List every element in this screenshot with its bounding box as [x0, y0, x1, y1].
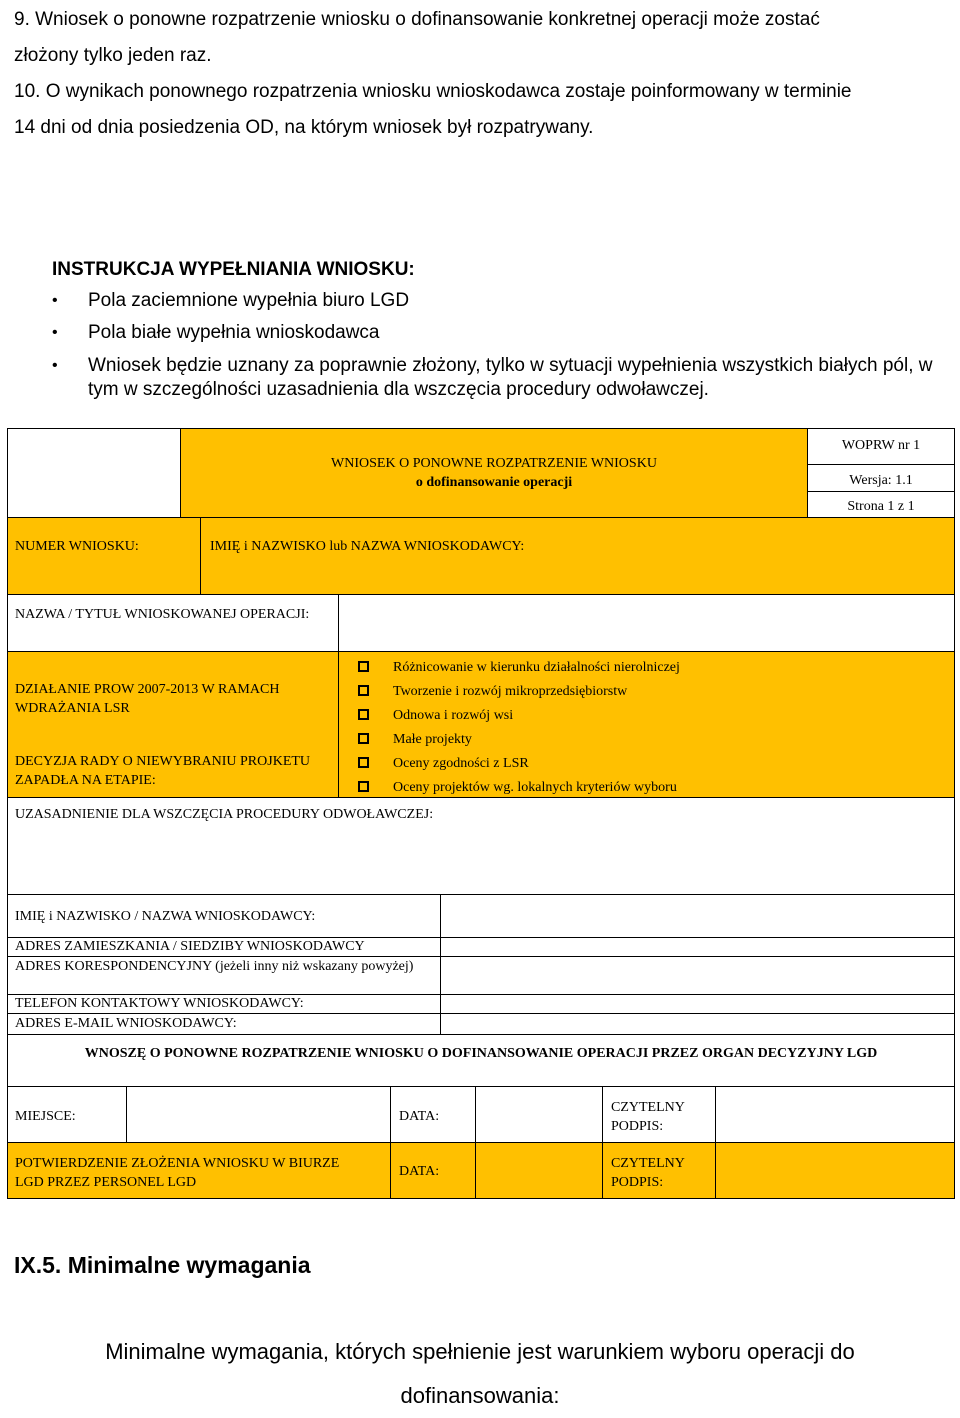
adres-kor-label: ADRES KORESPONDENCYJNY (jeżeli inny niż wskazany powyżej)	[15, 959, 414, 974]
request-text: WNOSZĘ O PONOWNE ROZPATRZENIE WNIOSKU O DOFINANSOWANIE OPERACJI PRZEZ ORGAN DECYZYJNY LGD	[84, 1046, 878, 1061]
miejsce-label: MIEJSCE:	[15, 1109, 76, 1124]
nazwa-operacji-input[interactable]	[338, 594, 955, 652]
page-cell	[807, 491, 955, 518]
email-label-cell	[7, 1013, 441, 1035]
podpis-label: CZYTELNY PODPIS:	[611, 1100, 685, 1134]
checkbox-item[interactable]: Tworzenie i rozwój mikroprzedsiębiorstw	[358, 680, 948, 704]
checkbox-item[interactable]: Różnicowanie w kierunku działalności nierolniczej	[358, 656, 948, 680]
data-label: DATA:	[399, 1109, 440, 1124]
instructions-title: INSTRUKCJA WYPEŁNIANIA WNIOSKU:	[52, 259, 415, 280]
checkbox-icon[interactable]	[358, 685, 369, 696]
adres-kor-label-cell	[7, 956, 441, 995]
checkbox-icon[interactable]	[358, 709, 369, 720]
data-label-cell	[390, 1086, 476, 1143]
imie2-label-cell	[7, 894, 441, 938]
miejsce-label-cell	[7, 1086, 127, 1143]
adres-label: ADRES ZAMIESZKANIA / SIEDZIBY WNIOSKODAWCY	[15, 939, 365, 954]
podpis2-input[interactable]	[715, 1142, 955, 1199]
doc-code-cell	[807, 428, 955, 465]
nazwa-operacji-label: NAZWA / TYTUŁ WNIOSKOWANEJ OPERACJI:	[15, 607, 310, 622]
checkbox-icon[interactable]	[358, 781, 369, 792]
decyzja-label: DECYZJA RADY O NIEWYBRANIU PROJKETU ZAPADŁA NA ETAPIE:	[15, 754, 311, 788]
telefon-label-cell	[7, 994, 441, 1014]
section-heading: IX.5. Minimalne wymagania	[14, 1252, 311, 1278]
form-title: WNIOSEK O PONOWNE ROZPATRZENIE WNIOSKU	[331, 456, 657, 471]
intro-item-9: 9. Wniosek o ponowne rozpatrzenie wniosku o dofinansowanie konkretnej operacji może zostać	[14, 9, 820, 30]
header-blank-cell	[7, 428, 181, 518]
imie2-input[interactable]	[440, 894, 955, 938]
checkbox-item[interactable]: Oceny zgodności z LSR	[358, 752, 948, 776]
adres-input[interactable]	[440, 937, 955, 957]
version: Wersja: 1.1	[849, 473, 913, 488]
data2-label-cell	[390, 1142, 476, 1199]
email-input[interactable]	[440, 1013, 955, 1035]
section-paragraph: Minimalne wymagania, których spełnienie jest warunkiem wyboru operacji do dofinansowania:	[105, 1339, 855, 1408]
checkbox-item[interactable]: Odnowa i rozwój wsi	[358, 704, 948, 728]
podpis-label-cell	[602, 1086, 716, 1143]
telefon-input[interactable]	[440, 994, 955, 1014]
imie2-label: IMIĘ i NAZWISKO / NAZWA WNIOSKODAWCY:	[15, 909, 316, 924]
checkbox-icon[interactable]	[358, 757, 369, 768]
instruction-item: • Wniosek będzie uznany za poprawnie złożony, tylko w sytuacji wypełnienia wszystkich białych pól, w tym w szczególności uzasadnienia dla wszczęcia procedury odwoławczej.	[52, 354, 947, 402]
page-number: Strona 1 z 1	[847, 499, 915, 514]
version-cell	[807, 464, 955, 492]
data2-input[interactable]	[475, 1142, 603, 1199]
uzasadnienie-label: UZASADNIENIE DLA WSZCZĘCIA PROCEDURY ODWOŁAWCZEJ:	[15, 807, 434, 822]
miejsce-input[interactable]	[126, 1086, 391, 1143]
instruction-item: • Pola zaciemnione wypełnia biuro LGD	[52, 290, 947, 312]
telefon-label: TELEFON KONTAKTOWY WNIOSKODAWCY:	[15, 996, 304, 1011]
intro-item-9-cont: złożony tylko jeden raz.	[14, 45, 212, 66]
podpis2-label: CZYTELNY PODPIS:	[611, 1156, 685, 1190]
potwierdzenie-label: POTWIERDZENIE ZŁOŻENIA WNIOSKU W BIURZE LGD PRZEZ PERSONEL LGD	[15, 1156, 340, 1190]
numer-wniosku-label: NUMER WNIOSKU:	[15, 539, 139, 554]
intro-text	[14, 2, 944, 146]
header-title-cell	[180, 428, 808, 518]
nazwa-operacji-label-cell	[7, 594, 339, 652]
intro-item-10: 10. O wynikach ponownego rozpatrzenia wniosku wnioskodawca zostaje poinformowany w terminie	[14, 81, 852, 102]
instructions-list	[52, 290, 947, 412]
imie-wnioskodawcy-field[interactable]	[200, 517, 955, 595]
divider	[338, 651, 339, 798]
uzasadnienie-field[interactable]	[7, 797, 955, 895]
podpis-input[interactable]	[715, 1086, 955, 1143]
checkbox-item[interactable]: Małe projekty	[358, 728, 948, 752]
data-input[interactable]	[475, 1086, 603, 1143]
checkbox-list	[358, 656, 948, 800]
form-subtitle: o dofinansowanie operacji	[415, 475, 573, 490]
checkbox-icon[interactable]	[358, 733, 369, 744]
checkbox-icon[interactable]	[358, 661, 369, 672]
imie-wnioskodawcy-label: IMIĘ i NAZWISKO lub NAZWA WNIOSKODAWCY:	[210, 539, 525, 554]
numer-wniosku-field[interactable]	[7, 517, 201, 595]
request-cell	[7, 1034, 955, 1087]
data2-label: DATA:	[399, 1164, 440, 1179]
email-label: ADRES E-MAIL WNIOSKODAWCY:	[15, 1016, 237, 1031]
checkbox-item[interactable]: Oceny projektów wg. lokalnych kryteriów wyboru	[358, 776, 948, 800]
potwierdzenie-cell	[7, 1142, 391, 1199]
adres-label-cell	[7, 937, 441, 957]
podpis2-label-cell	[602, 1142, 716, 1199]
adres-kor-input[interactable]	[440, 956, 955, 995]
dzialanie-label: DZIAŁANIE PROW 2007-2013 W RAMACH WDRAŻANIA LSR	[15, 682, 280, 716]
doc-code: WOPRW nr 1	[841, 438, 921, 453]
intro-item-10-cont: 14 dni od dnia posiedzenia OD, na którym wniosek był rozpatrywany.	[14, 117, 594, 138]
instruction-item: • Pola białe wypełnia wnioskodawca	[52, 322, 947, 344]
